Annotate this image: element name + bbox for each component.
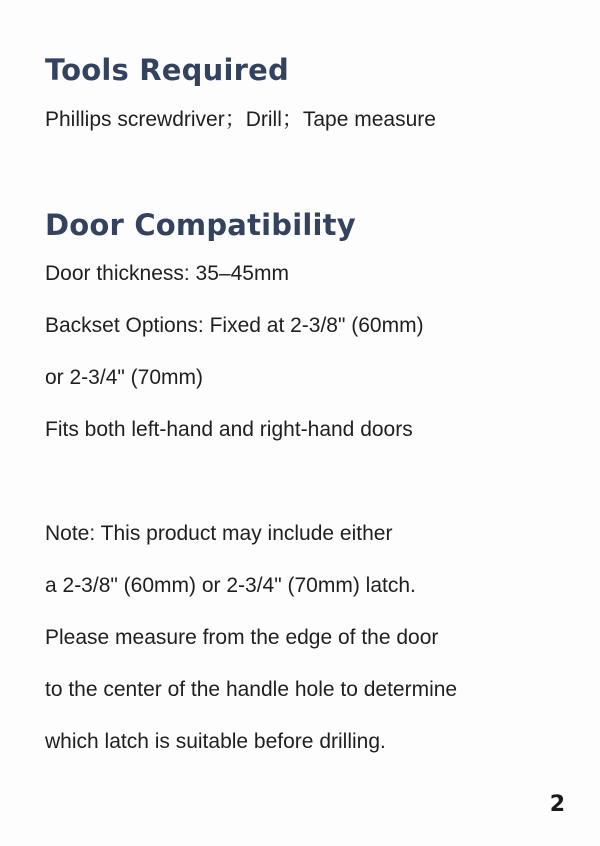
backset-alt-line: or 2-3/4" (70mm) xyxy=(45,366,203,389)
note-line-1: Note: This product may include either xyxy=(45,522,393,545)
handing-line: Fits both left-hand and right-hand doors xyxy=(45,418,413,441)
tools-heading: Tools Required xyxy=(45,53,289,87)
backset-options-line: Backset Options: Fixed at 2-3/8" (60mm) xyxy=(45,314,424,337)
page-number: 2 xyxy=(549,792,565,817)
tools-list: Phillips screwdriver；Drill；Tape measure xyxy=(45,108,436,131)
note-line-5: which latch is suitable before drilling. xyxy=(45,730,386,753)
note-line-2: a 2-3/8" (60mm) or 2-3/4" (70mm) latch. xyxy=(45,574,416,597)
compatibility-heading: Door Compatibility xyxy=(45,208,356,242)
door-thickness-line: Door thickness: 35–45mm xyxy=(45,262,289,285)
note-line-3: Please measure from the edge of the door xyxy=(45,626,439,649)
note-line-4: to the center of the handle hole to determine xyxy=(45,678,458,701)
